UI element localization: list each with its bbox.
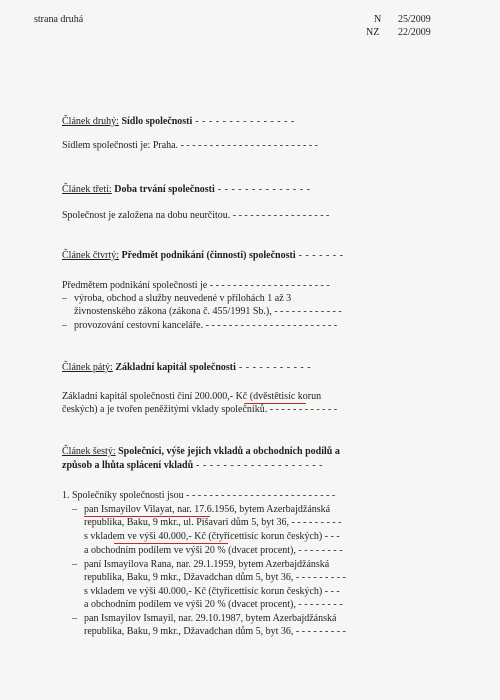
article-5-capital-amount: 200.000,- Kč — [194, 391, 248, 402]
article-5-label: Článek pátý: — [62, 362, 113, 373]
bullet-dash: – — [72, 504, 77, 515]
bullet-dash: – — [72, 559, 77, 570]
partner-3-line-2: republika, Baku, 9 mkr., Džavadchan dům 5, byt 36, - - - - - - - - - — [84, 626, 346, 637]
nz-label: NZ — [366, 27, 380, 38]
article-4-intro: Předmětem podnikání společnosti je - - - - - - - - - - - - - - - - - - - - - — [62, 280, 330, 291]
article-4-title-dashes: - - - - - - - — [295, 250, 344, 261]
red-underline-contribution — [114, 543, 228, 544]
partner-2-line-1 — [72, 559, 329, 571]
article-6-title-dashes: - - - - - - - - - - - - - - - - - - - — [193, 460, 323, 471]
article-6-title-line-2: způsob a lhůta splácení vkladů — [62, 460, 194, 471]
page-label: strana druhá — [34, 14, 84, 25]
partner-1-line-1-rest: , nar. 17.6.1956, bytem Azerbajdžánská — [172, 504, 331, 515]
article-6-heading-line-1 — [62, 446, 340, 458]
partner-1-line-2: republika, Baku, 9 mkr., ul. Pišavari dům 5, byt 36, - - - - - - - - - — [84, 517, 342, 528]
article-5-line-2: českých) a je tvořen peněžitými vklady společníků. - - - - - - - - - - - - — [62, 404, 338, 415]
partner-1-name: pan Ismayilov Vilayat — [84, 504, 173, 515]
article-2-title-dashes: - - - - - - - - - - - - - - - — [192, 116, 295, 127]
article-4-item-1 — [62, 293, 291, 305]
article-2-label: Článek druhý: — [62, 116, 119, 127]
article-3-label: Článek třetí: — [62, 184, 112, 195]
partner-2-line-2: republika, Baku, 9 mkr., Džavadchan dům 5, byt 36, - - - - - - - - - — [84, 572, 346, 583]
article-3-text: Společnost je založena na dobu neurčitou. - - - - - - - - - - - - - - - - - — [62, 210, 330, 221]
article-4-item-1-line-1: výroba, obchod a služby neuvedené v přílohách 1 až 3 — [74, 293, 292, 304]
article-6-label: Článek šestý: — [62, 446, 116, 457]
article-4-label: Článek čtvrtý: — [62, 250, 119, 261]
bullet-dash: – — [72, 613, 77, 624]
article-2-heading — [62, 116, 295, 128]
bullet-dash: – — [62, 320, 67, 331]
partner-3-line-1-text: pan Ismayilov Ismayil, nar. 29.10.1987, bytem Azerbajdžánská — [84, 613, 337, 624]
n-label: N — [374, 14, 382, 25]
n-value: 25/2009 — [398, 14, 431, 25]
article-3-heading — [62, 184, 310, 196]
partner-3-line-1 — [72, 613, 336, 625]
article-5-line-1 — [62, 391, 321, 403]
partner-2-line-3: s vkladem ve výši 40.000,- Kč (čtyřicettisíc korun českých) - - - — [84, 586, 340, 597]
article-3-title-dashes: - - - - - - - - - - - - - - — [214, 184, 311, 195]
partner-1-line-3: s vkladem ve výši 40.000,- Kč (čtyřicettisíc korun českých) - - - — [84, 531, 340, 542]
article-6-heading-line-2 — [62, 460, 323, 472]
article-2-text: Sídlem společnosti je: Praha. - - - - - - - - - - - - - - - - - - - - - - - - — [62, 140, 319, 151]
bullet-dash: – — [62, 293, 67, 304]
article-3-title: Doba trvání společnosti — [114, 184, 215, 195]
partner-1-line-1 — [72, 504, 330, 516]
partner-2-line-4: a obchodním podílem ve výši 20 % (dvacet procent), - - - - - - - - — [84, 599, 343, 610]
article-6-intro: 1. Společníky společnosti jsou - - - - - - - - - - - - - - - - - - - - - - - - - - — [62, 490, 336, 501]
article-5-title: Základní kapitál společnosti — [115, 362, 236, 373]
nz-value: 22/2009 — [398, 27, 431, 38]
partner-2-line-1-text: paní Ismayilova Rana, nar. 29.1.1959, bytem Azerbajdžánská — [84, 559, 330, 570]
article-6-title-line-1: Společníci, výše jejich vkladů a obchodních podílů a — [118, 446, 340, 457]
article-4-title: Předmět podnikání (činnosti) společnosti — [121, 250, 296, 261]
article-5-title-dashes: - - - - - - - - - - - — [235, 362, 312, 373]
article-4-item-1-line-2: živnostenského zákona (zákona č. 455/1991 Sb.), - - - - - - - - - - - - — [74, 306, 342, 317]
article-5-heading — [62, 362, 311, 374]
article-4-heading — [62, 250, 343, 262]
article-4-item-2-text: provozování cestovní kanceláře. - - - - - - - - - - - - - - - - - - - - - - - — [74, 320, 338, 331]
article-5-line-1-b: (dvěstětisíc korun — [247, 391, 322, 402]
partner-1-line-4: a obchodním podílem ve výši 20 % (dvacet procent), - - - - - - - - — [84, 545, 343, 556]
article-5-line-1-a: Základní kapitál společnosti činí — [62, 391, 195, 402]
article-2-title: Sídlo společnosti — [121, 116, 193, 127]
article-4-item-2 — [62, 320, 337, 332]
